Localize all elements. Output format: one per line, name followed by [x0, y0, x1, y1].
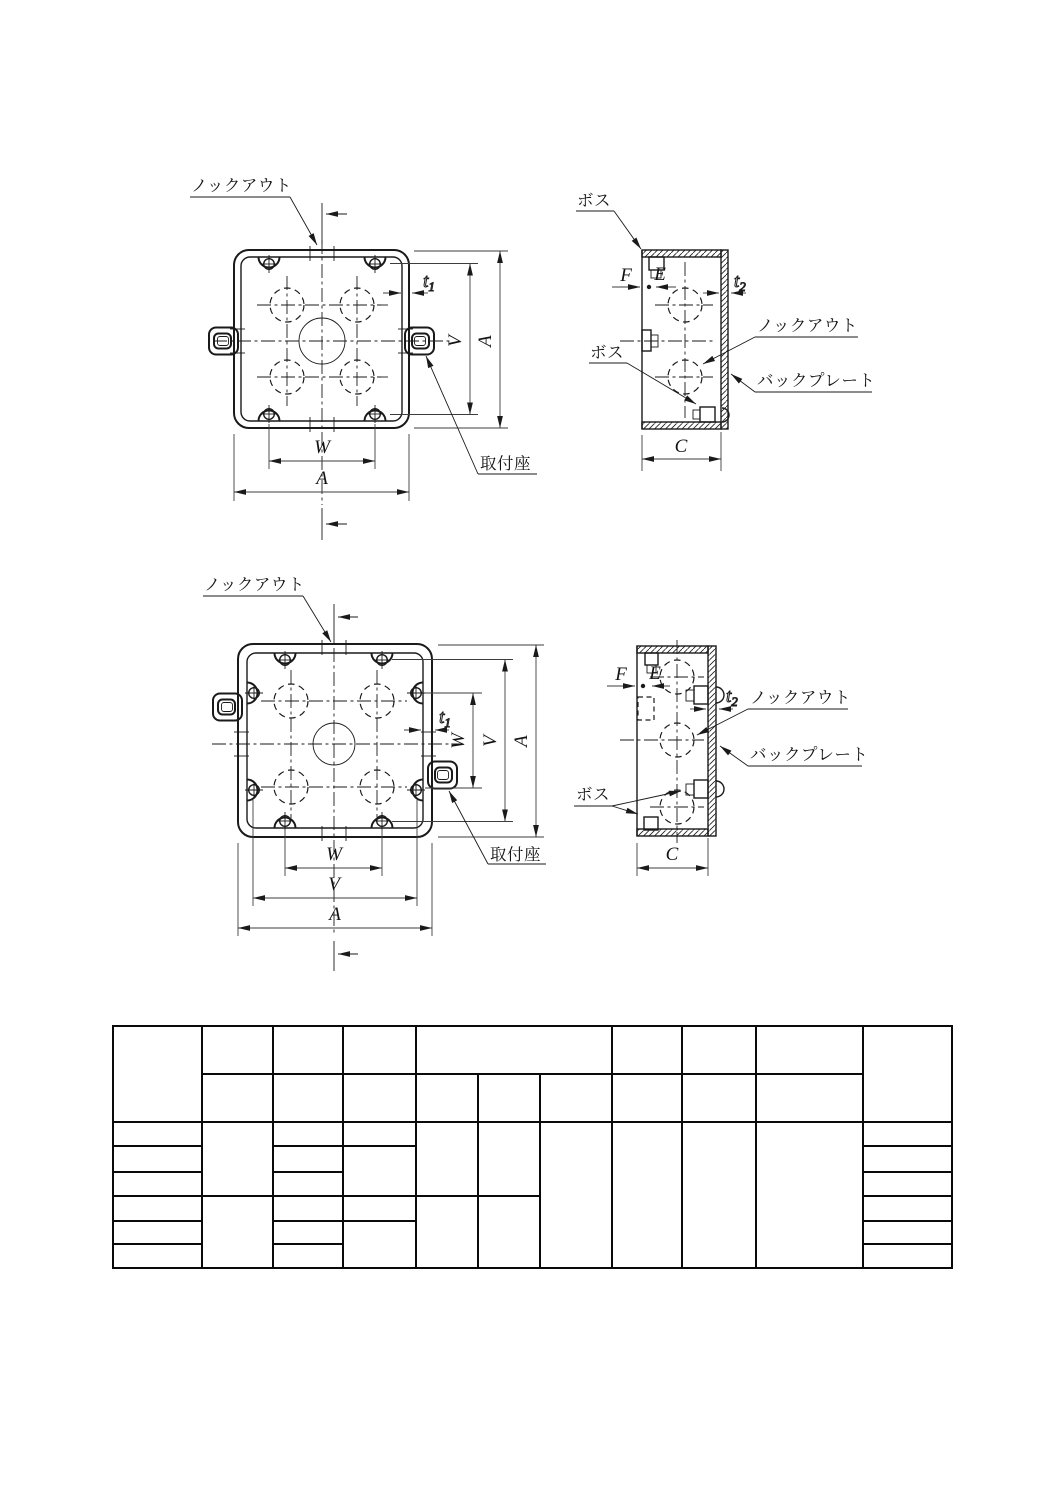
- table-header-cell: [416, 1026, 612, 1074]
- dim-label-w: W: [448, 733, 469, 749]
- table-cell: [343, 1146, 416, 1196]
- table-cell: [113, 1172, 202, 1196]
- dim-w-vertical: [425, 693, 482, 788]
- dim-f: [607, 664, 645, 688]
- front-view-lower: [203, 576, 546, 971]
- table-header-row-2: [113, 1074, 952, 1122]
- table-header-cell: [273, 1074, 343, 1122]
- table-cell: [202, 1122, 273, 1196]
- knockout-callout: [203, 576, 331, 642]
- dim-label-v: V: [445, 335, 466, 347]
- reference-dot: [647, 285, 651, 289]
- knockout-label: ノックアウト: [757, 317, 858, 335]
- table-cell: [343, 1122, 416, 1146]
- dim-c: [642, 432, 721, 471]
- knockout-label: ノックアウト: [750, 689, 851, 707]
- backplate-label: バックプレート: [750, 746, 869, 764]
- boss-bottom: [644, 817, 658, 830]
- table-header-cell: [202, 1026, 273, 1074]
- dim-f: [612, 265, 651, 289]
- table-cell: [756, 1122, 863, 1268]
- table-cell: [202, 1196, 273, 1268]
- table-cell: [863, 1122, 952, 1146]
- dim-e: [648, 663, 670, 686]
- table-header-cell: [756, 1026, 863, 1074]
- dim-label-f: F: [615, 664, 627, 685]
- table-header-cell: [540, 1074, 612, 1122]
- table-cell: [273, 1244, 343, 1268]
- boss-callout: [574, 785, 681, 814]
- dim-label-t1: $t_1$: [423, 271, 435, 294]
- table-header-cell: [273, 1026, 343, 1074]
- table-header-cell: [612, 1026, 682, 1074]
- table-cell: [863, 1196, 952, 1221]
- section-marks: [322, 203, 347, 540]
- boss-hidden: [638, 697, 654, 720]
- backplate-callout: [720, 745, 868, 766]
- hatched-wall-top: [637, 646, 708, 653]
- wall-knockout-ticks: [230, 246, 413, 432]
- dim-t1: [404, 707, 451, 730]
- knockout-label: ノックアウト: [191, 177, 292, 195]
- mounting-seat-callout: [449, 791, 546, 864]
- dim-label-a: A: [475, 335, 496, 347]
- box-outline-outer: [234, 250, 409, 428]
- table-header-cell: [113, 1026, 202, 1122]
- mounting-bolt-lower: [686, 780, 724, 798]
- table-cell: [273, 1146, 343, 1172]
- table-cell: [863, 1244, 952, 1268]
- dim-label-t1: $t_1$: [439, 707, 451, 730]
- table-cell: [343, 1196, 416, 1221]
- table-cell: [478, 1122, 540, 1196]
- dim-label-t2: $t_2$: [734, 271, 746, 294]
- table-cell: [113, 1221, 202, 1244]
- backplate-label: バックプレート: [757, 372, 876, 390]
- table-header-cell: [682, 1074, 756, 1122]
- table-cell: [612, 1122, 682, 1268]
- table-cell: [113, 1146, 202, 1172]
- table-cell: [273, 1221, 343, 1244]
- dim-label-c: C: [665, 844, 679, 865]
- table-header-cell: [478, 1074, 540, 1122]
- table-cell: [113, 1196, 202, 1221]
- table-header-cell: [863, 1026, 952, 1122]
- front-view-upper: [190, 177, 537, 540]
- hatched-wall-bottom: [642, 422, 721, 429]
- dim-label-t2: $t_2$: [726, 686, 738, 709]
- boss-label: ボス: [590, 344, 624, 362]
- table-cell: [113, 1122, 202, 1146]
- table-cell: [863, 1221, 952, 1244]
- table-header-cell: [343, 1074, 416, 1122]
- table-cell: [416, 1196, 478, 1268]
- boss-label: ボス: [577, 192, 611, 210]
- table-header-cell: [682, 1026, 756, 1074]
- table-cell: [273, 1172, 343, 1196]
- dim-label-a: A: [511, 735, 532, 747]
- table-cell: [478, 1196, 540, 1268]
- hatched-wall-top: [642, 250, 721, 257]
- table-cell: [682, 1122, 756, 1268]
- center-lines: [620, 262, 716, 418]
- boss-middle: [642, 330, 658, 351]
- box-outline-outer: [238, 644, 432, 837]
- table-cell: [113, 1244, 202, 1268]
- dim-label-f: F: [620, 265, 632, 286]
- table-header-cell: [756, 1074, 863, 1122]
- table-header-cell: [416, 1074, 478, 1122]
- dim-label-e: E: [654, 264, 666, 285]
- box-outline-inner: [241, 257, 402, 421]
- dim-label-w-bottom: W: [326, 844, 342, 865]
- reference-dot: [641, 684, 645, 688]
- dim-label-c: C: [674, 436, 688, 457]
- spec-table: [112, 1025, 953, 1269]
- table-header-cell: [343, 1026, 416, 1074]
- boss-callout-top: [576, 191, 641, 249]
- table-cell: [343, 1221, 416, 1268]
- mounting-seat-callout: [426, 356, 537, 474]
- mounting-seat-label: 取付座: [480, 455, 531, 473]
- side-view-lower: [574, 640, 868, 876]
- wall-knockout-ticks: [234, 640, 436, 841]
- table-cell: [273, 1196, 343, 1221]
- dim-label-a-bottom: A: [329, 904, 341, 925]
- mounting-seat-label: 取付座: [490, 846, 541, 864]
- table-cell: [863, 1146, 952, 1172]
- dim-label-e: E: [649, 663, 661, 684]
- knockout-callout: [190, 177, 317, 245]
- dim-label-v-bottom: V: [328, 874, 340, 895]
- boss-label: ボス: [576, 786, 610, 804]
- table-cell: [416, 1122, 478, 1196]
- table-header-cell: [612, 1074, 682, 1122]
- center-lines: [213, 240, 452, 505]
- box-outline-inner: [247, 653, 423, 828]
- knockout-callout: [697, 689, 851, 735]
- table-header-row-1: [113, 1026, 952, 1074]
- side-view-upper: [576, 191, 875, 471]
- dim-label-v: V: [480, 735, 501, 747]
- knockout-label: ノックアウト: [204, 576, 305, 594]
- mounting-bolt-upper: [686, 686, 724, 704]
- table-header-cell: [202, 1074, 273, 1122]
- table-cell: [540, 1122, 612, 1268]
- dim-c: [637, 838, 708, 876]
- table-cell: [863, 1172, 952, 1196]
- backplate-callout: [731, 371, 875, 392]
- table-row: [113, 1122, 952, 1146]
- dim-e: [653, 264, 676, 287]
- table-cell: [273, 1122, 343, 1146]
- hatched-back-plate: [721, 250, 728, 429]
- dim-label-w: W: [314, 437, 330, 458]
- dim-label-a-bottom: A: [316, 468, 328, 489]
- hatched-back-plate: [708, 646, 716, 836]
